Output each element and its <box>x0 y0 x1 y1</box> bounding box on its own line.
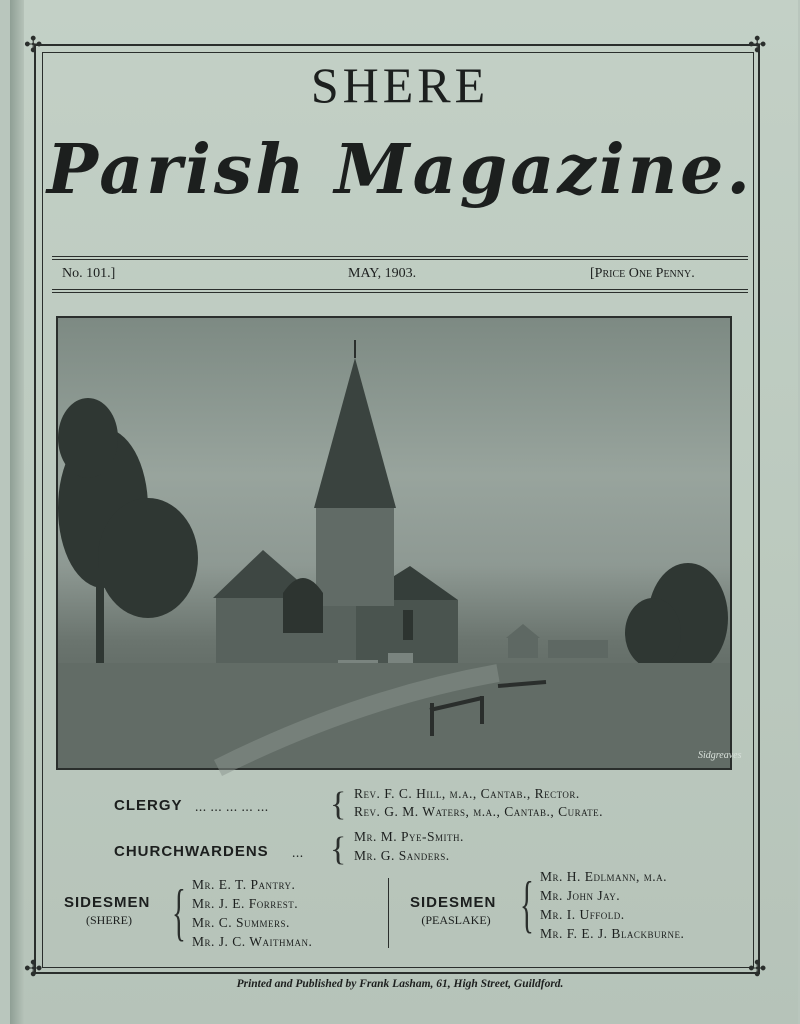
sidesman-peaslake-1: Mr. H. Edlmann, m.a. <box>540 869 668 884</box>
churchwarden-name-1: Mr. M. Pye-Smith. <box>354 829 464 844</box>
masthead-title-top: SHERE <box>310 57 490 113</box>
village-houses <box>506 624 608 658</box>
sidesman-shere-1: Mr. E. T. Pantry. <box>192 877 296 892</box>
sidesmen-divider <box>388 878 389 948</box>
left-tree <box>58 398 198 663</box>
sidesmen-shere-place: (SHERE) <box>86 913 132 927</box>
sidesman-peaslake-4: Mr. F. E. J. Blackburne. <box>540 926 685 941</box>
clergy-name-2: Rev. G. M. Waters, m.a., Cantab., Curate. <box>354 804 604 819</box>
churchwardens-leader: ... <box>292 845 304 860</box>
masthead-rule-top <box>52 256 748 257</box>
masthead-rule-bottom <box>52 289 748 290</box>
sidesman-peaslake-2: Mr. John Jay. <box>540 888 621 903</box>
masthead-title-main: Parish Magazine. <box>46 130 754 210</box>
sidesman-shere-3: Mr. C. Summers. <box>192 915 290 930</box>
church-engraving <box>56 316 742 770</box>
masthead-rule-top-double <box>52 259 748 260</box>
masthead-rule-bottom-double <box>52 292 748 293</box>
church-illustration <box>58 318 742 768</box>
church-building <box>213 340 458 663</box>
clergy-brace-icon: { <box>330 786 347 823</box>
issue-number: No. 101.] <box>62 266 116 281</box>
churchwardens-label: CHURCHWARDENS <box>114 843 269 860</box>
clergy-name-1: Rev. F. C. Hill, m.a., Cantab., Rector. <box>354 786 580 801</box>
sidesmen-peaslake-brace-icon: { <box>520 868 534 939</box>
corner-ornament-icon: ✣ <box>748 956 767 981</box>
issue-date: MAY, 1903. <box>348 266 417 281</box>
right-trees <box>625 563 728 673</box>
corner-ornament-icon: ✣ <box>748 32 767 57</box>
corner-ornament-icon: ✣ <box>24 956 43 981</box>
churchwardens-brace-icon: { <box>330 831 347 868</box>
issue-price: [Price One Penny. <box>590 266 695 281</box>
sidesman-shere-4: Mr. J. C. Waithman. <box>192 934 313 949</box>
sidesmen-peaslake-label: SIDESMEN <box>410 894 497 911</box>
corner-ornament-icon: ✣ <box>24 32 43 57</box>
sidesmen-peaslake-place: (PEASLAKE) <box>421 913 491 927</box>
sidesman-shere-2: Mr. J. E. Forrest. <box>192 896 299 911</box>
clergy-leader: ... ... ... ... ... <box>195 799 269 814</box>
meadow-ground <box>58 663 730 768</box>
clergy-label: CLERGY <box>114 797 183 814</box>
sidesman-peaslake-3: Mr. I. Uffold. <box>540 907 625 922</box>
sidesmen-shere-brace-icon: { <box>172 876 186 947</box>
sidesmen-shere-label: SIDESMEN <box>64 894 151 911</box>
churchwarden-name-2: Mr. G. Sanders. <box>354 848 450 863</box>
printer-imprint: Printed and Published by Frank Lasham, 61, High Street, Guildford. <box>236 978 564 990</box>
artist-signature: Sidgreaves <box>698 750 742 761</box>
